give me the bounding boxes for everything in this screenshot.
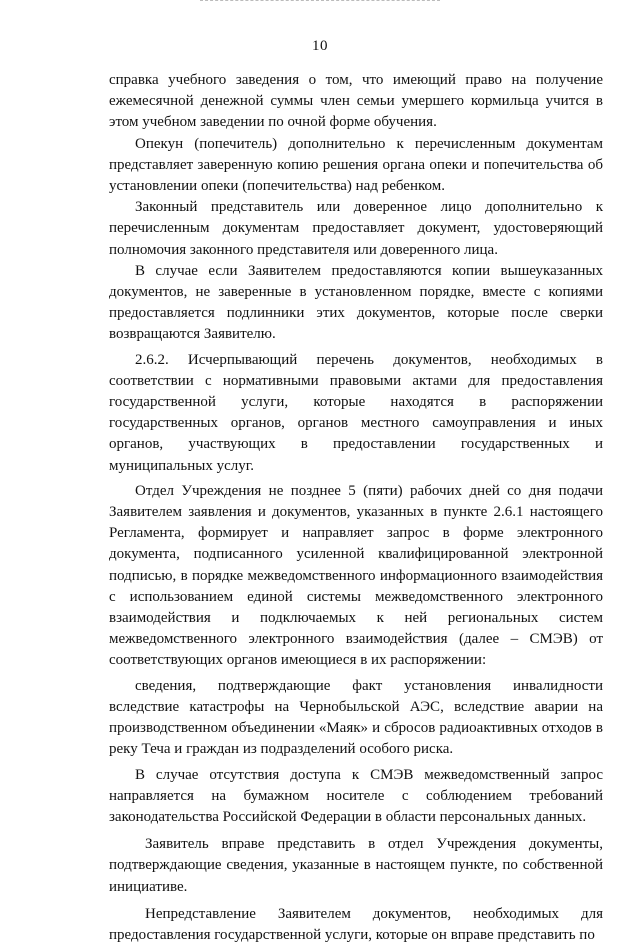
paragraph-applicant-right: Заявитель вправе представить в отдел Учреждения документы, подтверждающие сведения, указанные в настоящем пункте, по собственной инициативе. <box>109 836 603 895</box>
page-number: 10 <box>312 38 328 54</box>
document-body <box>109 70 603 946</box>
paragraph-section-2-6-2: 2.6.2. Исчерпывающий перечень документов, необходимых в соответствии с нормативными правовыми актами для предоставления государственной услуги, которые находятся в распоряжении государственных органов, органов местного самоуправления и иных органов, участвующих в предоставлении государственных и муниципальных услуг. <box>109 351 603 474</box>
scan-top-edge <box>200 0 440 1</box>
paragraph-non-submission: Непредставление Заявителем документов, необходимых для предоставления государственной услуги, которые он вправе представить по <box>109 905 603 943</box>
paragraph-school-certificate: справка учебного заведения о том, что имеющий право на получение ежемесячной денежной суммы член семьи умершего кормильца учится в этом учебном заведении по очной форме обучения. <box>109 72 603 131</box>
paragraph-legal-representative: Законный представитель или доверенное лицо дополнительно к перечисленным документам предоставляет документ, удостоверяющий полномочия законного представителя или доверенного лица. <box>109 199 603 258</box>
paragraph-no-smev-access: В случае отсутствия доступа к СМЭВ межведомственный запрос направляется на бумажном носителе с соблюдением требований законодательства Российской Федерации в области персональных данных. <box>109 766 603 825</box>
paragraph-guardian: Опекун (попечитель) дополнительно к перечисленным документам представляет заверенную копию решения органа опеки и попечительства об установлении опеки (попечительства) над ребенком. <box>109 135 603 195</box>
paragraph-copies: В случае если Заявителем предоставляются копии вышеуказанных документов, не заверенные в установленном порядке, вместе с копиями предоставляется подлинники этих документов, которые после сверки возвращаются Заявителю. <box>109 262 603 343</box>
paragraph-interagency-request: Отдел Учреждения не позднее 5 (пяти) рабочих дней со дня подачи Заявителем заявления и документов, указанных в пункте 2.6.1 настоящего Регламента, формирует и направляет запрос в форме электронного документа, подписанного усиленной квалифицированной электронной подписью, в порядке межведомственного информационного взаимодействия с использованием единой системы межведомственного электронного взаимодействия и подключаемых к ней региональных систем межведомственного электронного взаимодействия (далее – СМЭВ) от соответствующих органов имеющиеся в их распоряжении: <box>109 482 603 669</box>
paragraph-disability-info: сведения, подтверждающие факт установления инвалидности вследствие катастрофы на Чернобыльской АЭС, вследствие аварии на производственном объединении «Маяк» и сбросов радиоактивных отходов в реку Теча и граждан из подразделений особого риска. <box>109 677 603 758</box>
